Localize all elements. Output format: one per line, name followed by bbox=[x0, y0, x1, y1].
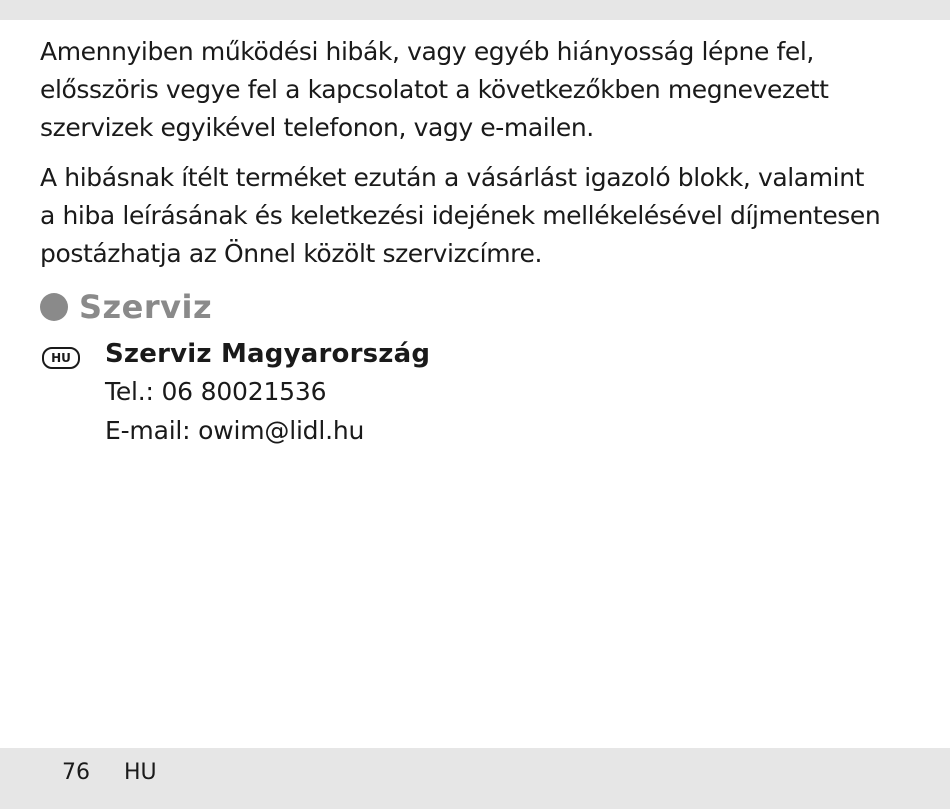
page-content bbox=[40, 33, 920, 450]
country-badge-icon: HU bbox=[42, 347, 80, 369]
service-name: Szerviz Magyarország bbox=[105, 339, 431, 369]
footer bbox=[0, 748, 950, 809]
paragraph-malfunction bbox=[40, 33, 920, 147]
paragraph-line: postázhatja az Önnel közölt szervizcímre. bbox=[40, 239, 543, 268]
paragraph-line: a hiba leírásának és keletkezési idejének mellékelésével díjmentesen bbox=[40, 201, 881, 230]
paragraph-line: elősszöris vegye fel a kapcsolatot a következőkben megnevezett bbox=[40, 75, 829, 104]
paragraph-line: Amennyiben működési hibák, vagy egyéb hiányosság lépne fel, bbox=[40, 37, 814, 66]
section-title: Szerviz bbox=[79, 288, 213, 326]
paragraph-line: szervizek egyikével telefonon, vagy e-mailen. bbox=[40, 113, 594, 142]
top-margin-band bbox=[0, 0, 950, 20]
service-email: E-mail: owim@lidl.hu bbox=[105, 416, 365, 445]
section-heading bbox=[40, 284, 920, 330]
footer-language: HU bbox=[124, 760, 157, 785]
page-number: 76 bbox=[62, 760, 90, 785]
paragraph-line: A hibásnak ítélt terméket ezután a vásárlást igazoló blokk, valamint bbox=[40, 163, 865, 192]
service-contact bbox=[40, 336, 920, 450]
paragraph-shipping bbox=[40, 159, 920, 273]
service-phone: Tel.: 06 80021536 bbox=[105, 377, 327, 406]
bullet-dot-icon bbox=[40, 293, 68, 321]
